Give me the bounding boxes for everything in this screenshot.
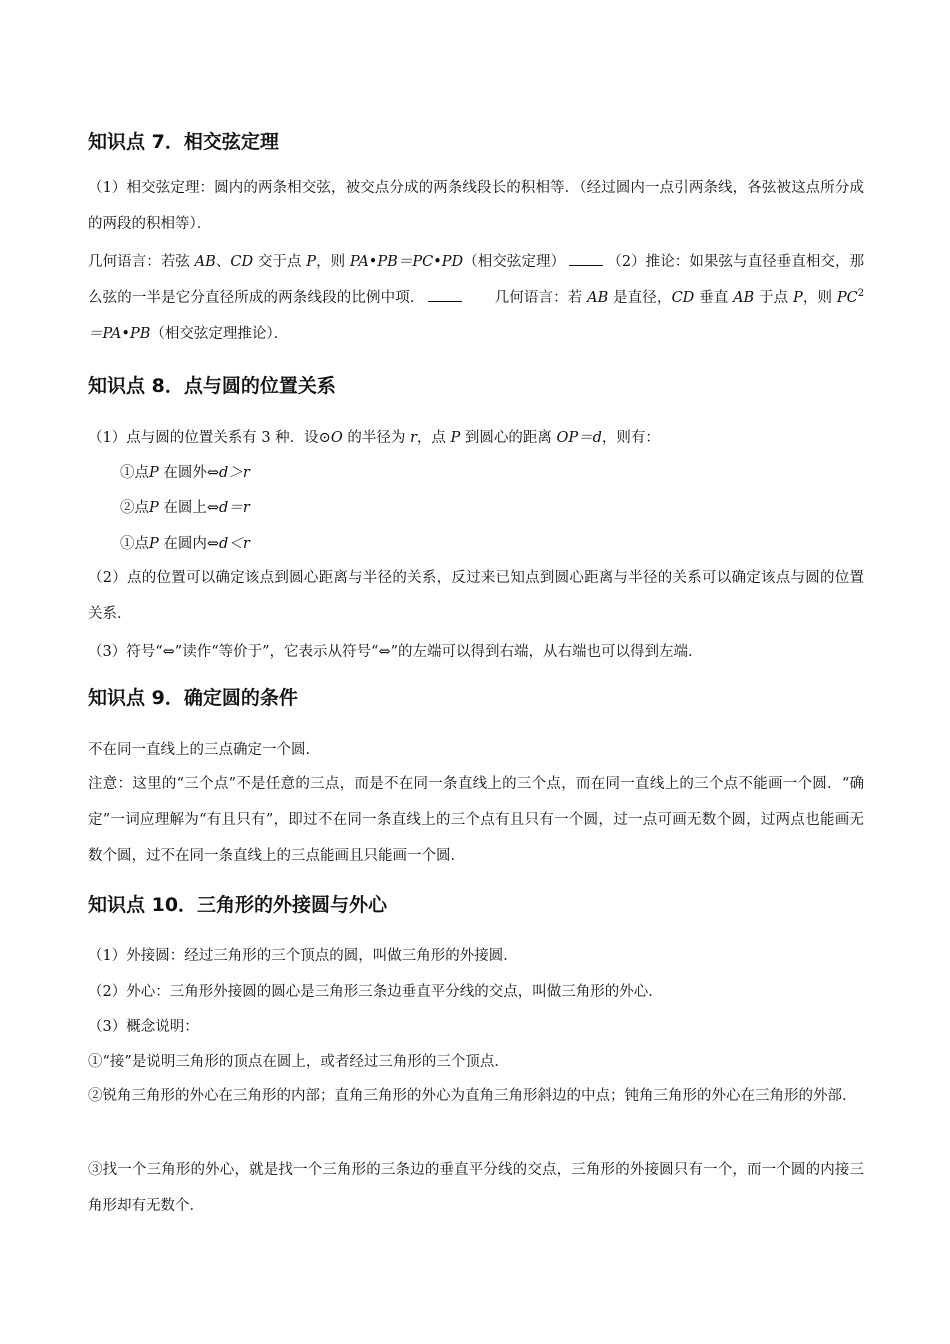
k8-case-outside: ①点P 在圆外⇔d＞r — [120, 465, 250, 481]
answer-blank — [569, 251, 603, 266]
k10-note-1: ①“接”是说明三角形的顶点在圆上，或者经过三角形的三个顶点． — [88, 1054, 509, 1070]
k8-paragraph-3: （3）符号“⇔”读作“等价于”，它表示从符号“⇔”的左端可以得到右端，从右端也可以得到左端． — [88, 644, 703, 660]
answer-blank — [428, 287, 462, 302]
k10-paragraph-1: （1）外接圆：经过三角形的三个顶点的圆，叫做三角形的外接圆． — [88, 948, 518, 964]
section-title-k9: 知识点 9．确定圆的条件 — [88, 687, 298, 709]
k10-note-2: ②锐角三角形的外心在三角形的内部；直角三角形的外心为直角三角形斜边的中点；钝角三角形的外心在三角形的外部． — [88, 1088, 857, 1104]
k8-intro-line: （1）点与圆的位置关系有 3 种．设⊙O 的半径为 r，点 P 到圆心的距离 OP＝d，则有： — [88, 430, 660, 446]
k7-theorem-paragraph: （1）相交弦定理：圆内的两条相交弦，被交点分成的两条线段长的积相等．（经过圆内一点引两条线，各弦被这点所分成的两段的积相等）． — [88, 180, 864, 232]
k9-paragraph-2: 注意：这里的“三个点”不是任意的三点，而是不在同一条直线上的三个点，而在同一直线上的三个点不能画一个圆．“确定”一词应理解为“有且只有”，即过不在同一条直线上的三个点有且只有一个圆，过一点可画无数个圆，过两点也能画无数个圆，过不在同一条直线上的三点能画且只能画一个圆． — [88, 776, 864, 864]
k10-paragraph-2: （2）外心：三角形外接圆的圆心是三角形三条边垂直平分线的交点，叫做三角形的外心． — [88, 984, 663, 1000]
section-title-k10: 知识点 10．三角形的外接圆与外心 — [88, 894, 388, 916]
k9-paragraph-1: 不在同一直线上的三点确定一个圆． — [88, 742, 320, 758]
k10-paragraph-3: （3）概念说明： — [88, 1019, 199, 1035]
k8-case-on: ②点P 在圆上⇔d＝r — [120, 500, 250, 516]
section-title-k7: 知识点 7．相交弦定理 — [88, 131, 279, 153]
k8-case-inside: ①点P 在圆内⇔d＜r — [120, 536, 250, 552]
k8-paragraph-2: （2）点的位置可以确定该点到圆心距离与半径的关系，反过来已知点到圆心距离与半径的关系可以确定该点与圆的位置关系． — [88, 570, 864, 622]
k10-note-3: ③找一个三角形的外心，就是找一个三角形的三条边的垂直平分线的交点，三角形的外接圆只有一个，而一个圆的内接三角形却有无数个． — [88, 1162, 864, 1214]
section-title-k8: 知识点 8．点与圆的位置关系 — [88, 375, 336, 397]
k7-geometry-paragraph: 几何语言：若弦 AB、CD 交于点 P，则 PA•PB＝PC•PD（相交弦定理） （2）推论：如果弦与直径垂直相交，那么弦的一半是它分直径所成的两条线段的比例中项． 几何语言：若 AB 是直径，CD 垂直 AB 于点 P，则 $PC^2=PA•PB$（相交弦定理推论）． — [88, 244, 864, 352]
